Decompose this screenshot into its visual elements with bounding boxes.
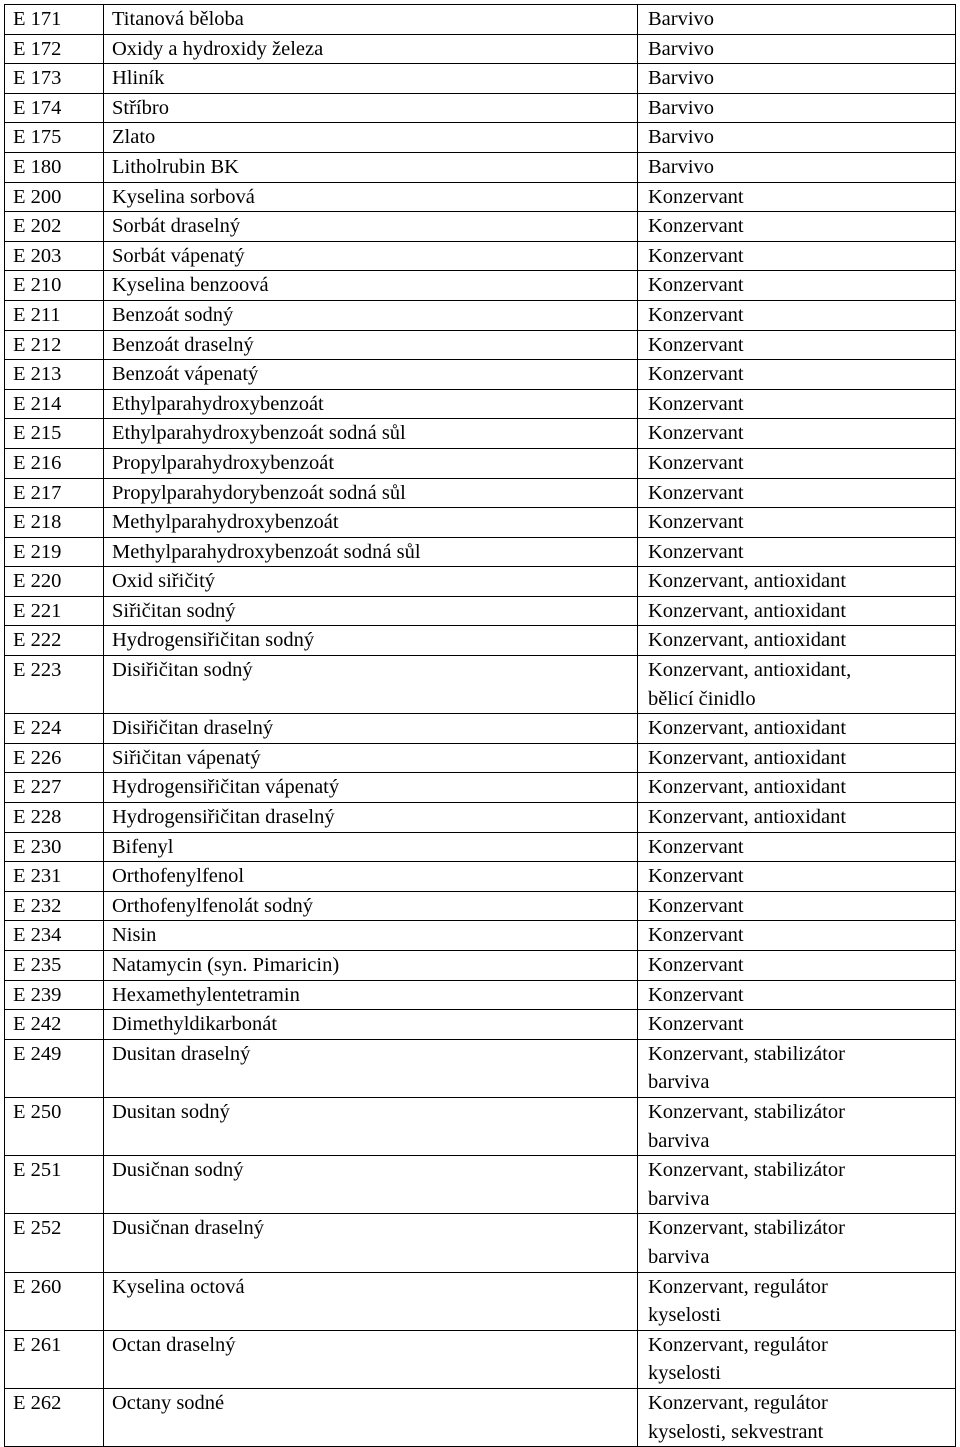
additive-code-cell: E 175 xyxy=(5,123,104,153)
additive-function-cell xyxy=(638,241,956,271)
additive-name-cell: Bifenyl xyxy=(104,832,638,862)
additive-function-cell xyxy=(638,478,956,508)
additive-name-cell: Kyselina octová xyxy=(104,1272,638,1330)
additive-function-cell xyxy=(638,862,956,892)
additive-function-cell xyxy=(638,832,956,862)
additive-name-cell: Siřičitan sodný xyxy=(104,596,638,626)
function-line: Barvivo xyxy=(648,126,715,149)
additive-name-cell: Benzoát sodný xyxy=(104,300,638,330)
function-line: Barvivo xyxy=(648,67,715,90)
additive-function-cell xyxy=(638,773,956,803)
function-line: Konzervant xyxy=(648,392,744,415)
table-row xyxy=(5,271,956,301)
function-line: Konzervant xyxy=(648,244,744,267)
table-row xyxy=(5,419,956,449)
additive-code-cell: E 222 xyxy=(5,626,104,656)
additive-code-cell: E 261 xyxy=(5,1330,104,1388)
additive-code-cell: E 212 xyxy=(5,330,104,360)
additive-code-cell: E 220 xyxy=(5,567,104,597)
table-row xyxy=(5,152,956,182)
function-line: Konzervant xyxy=(648,363,744,386)
function-line-continued: kyselosti xyxy=(648,1362,721,1385)
table-row xyxy=(5,921,956,951)
additive-function-cell xyxy=(638,626,956,656)
additive-function-cell xyxy=(638,714,956,744)
additive-code-cell: E 228 xyxy=(5,803,104,833)
additive-function-cell xyxy=(638,537,956,567)
additive-function-cell xyxy=(638,212,956,242)
table-row xyxy=(5,34,956,64)
additive-name-cell: Oxidy a hydroxidy železa xyxy=(104,34,638,64)
additive-code-cell: E 219 xyxy=(5,537,104,567)
additive-code-cell: E 242 xyxy=(5,1010,104,1040)
function-line: Konzervant xyxy=(648,333,744,356)
additive-name-cell: Stříbro xyxy=(104,93,638,123)
additive-code-cell: E 262 xyxy=(5,1388,104,1446)
function-line: Konzervant, antioxidant xyxy=(648,629,847,652)
additive-code-cell: E 239 xyxy=(5,980,104,1010)
additive-function-cell xyxy=(638,743,956,773)
function-line: Konzervant, antioxidant, xyxy=(648,659,852,682)
table-row xyxy=(5,1010,956,1040)
additive-name-cell: Hexamethylentetramin xyxy=(104,980,638,1010)
additive-code-cell: E 252 xyxy=(5,1214,104,1272)
additive-function-cell xyxy=(638,1156,956,1214)
additive-name-cell: Nisin xyxy=(104,921,638,951)
additive-code-cell: E 171 xyxy=(5,5,104,35)
function-line: Konzervant xyxy=(648,954,744,976)
table-row xyxy=(5,832,956,862)
function-line: Konzervant, stabilizátor xyxy=(648,1042,845,1065)
function-line: Konzervant, antioxidant xyxy=(648,746,847,769)
additive-name-cell: Benzoát vápenatý xyxy=(104,360,638,390)
additive-name-cell: Disiřičitan sodný xyxy=(104,656,638,714)
table-row xyxy=(5,478,956,508)
additive-function-cell xyxy=(638,656,956,714)
table-row xyxy=(5,300,956,330)
additive-function-cell xyxy=(638,1388,956,1446)
additives-table xyxy=(4,4,956,1447)
additive-name-cell: Methylparahydroxybenzoát sodná sůl xyxy=(104,537,638,567)
function-line-continued: barviva xyxy=(648,1071,710,1094)
function-line: Konzervant xyxy=(648,481,744,504)
function-line: Konzervant, antioxidant xyxy=(648,599,847,622)
additive-function-cell xyxy=(638,891,956,921)
additive-name-cell: Hliník xyxy=(104,64,638,94)
table-row xyxy=(5,508,956,538)
additive-name-cell: Methylparahydroxybenzoát xyxy=(104,508,638,538)
table-row xyxy=(5,1388,956,1446)
additive-name-cell: Propylparahydroxybenzoát xyxy=(104,448,638,478)
additive-code-cell: E 216 xyxy=(5,448,104,478)
additive-function-cell xyxy=(638,1214,956,1272)
additive-function-cell xyxy=(638,508,956,538)
function-line: Konzervant, antioxidant xyxy=(648,776,847,799)
additive-code-cell: E 218 xyxy=(5,508,104,538)
additive-name-cell: Octan draselný xyxy=(104,1330,638,1388)
additive-code-cell: E 235 xyxy=(5,951,104,981)
table-row xyxy=(5,1214,956,1272)
additive-name-cell: Dusičnan sodný xyxy=(104,1156,638,1214)
additive-function-cell xyxy=(638,448,956,478)
additive-code-cell: E 172 xyxy=(5,34,104,64)
function-line: Konzervant, antioxidant xyxy=(648,717,847,740)
additive-name-cell: Kyselina sorbová xyxy=(104,182,638,212)
function-line: Barvivo xyxy=(648,8,715,30)
function-line: Barvivo xyxy=(648,37,715,60)
additive-name-cell: Ethylparahydroxybenzoát xyxy=(104,389,638,419)
table-row xyxy=(5,891,956,921)
additive-name-cell: Octany sodné xyxy=(104,1388,638,1446)
additive-function-cell xyxy=(638,921,956,951)
function-line-continued: kyselosti, sekvestrant xyxy=(648,1420,824,1443)
table-row xyxy=(5,1039,956,1097)
additive-name-cell: Natamycin (syn. Pimaricin) xyxy=(104,951,638,981)
additive-name-cell: Propylparahydorybenzoát sodná sůl xyxy=(104,478,638,508)
table-row xyxy=(5,1097,956,1155)
additive-function-cell xyxy=(638,389,956,419)
table-row xyxy=(5,1272,956,1330)
table-row xyxy=(5,567,956,597)
additive-function-cell xyxy=(638,1097,956,1155)
additive-function-cell xyxy=(638,64,956,94)
table-row xyxy=(5,241,956,271)
additive-name-cell: Hydrogensiřičitan vápenatý xyxy=(104,773,638,803)
additive-name-cell: Kyselina benzoová xyxy=(104,271,638,301)
additive-code-cell: E 221 xyxy=(5,596,104,626)
additive-code-cell: E 223 xyxy=(5,656,104,714)
function-line: Konzervant, stabilizátor xyxy=(648,1100,845,1123)
table-row xyxy=(5,389,956,419)
additive-name-cell: Zlato xyxy=(104,123,638,153)
function-line: Konzervant xyxy=(648,1013,744,1036)
additive-name-cell: Sorbát vápenatý xyxy=(104,241,638,271)
additive-function-cell xyxy=(638,182,956,212)
table-row xyxy=(5,360,956,390)
function-line: Barvivo xyxy=(648,96,715,119)
additive-name-cell: Dusitan draselný xyxy=(104,1039,638,1097)
additives-table-body xyxy=(5,5,956,1447)
table-row xyxy=(5,626,956,656)
additive-code-cell: E 210 xyxy=(5,271,104,301)
additive-name-cell: Sorbát draselný xyxy=(104,212,638,242)
additive-function-cell xyxy=(638,1039,956,1097)
additive-code-cell: E 203 xyxy=(5,241,104,271)
additive-name-cell: Titanová běloba xyxy=(104,5,638,35)
table-row xyxy=(5,1156,956,1214)
function-line: Konzervant xyxy=(648,835,744,858)
function-line-continued: barviva xyxy=(648,1129,710,1152)
table-row xyxy=(5,330,956,360)
additive-code-cell: E 226 xyxy=(5,743,104,773)
additive-name-cell: Dusičnan draselný xyxy=(104,1214,638,1272)
additive-function-cell xyxy=(638,5,956,35)
function-line: Konzervant, regulátor xyxy=(648,1275,828,1298)
additive-function-cell xyxy=(638,1272,956,1330)
table-row xyxy=(5,803,956,833)
additive-code-cell: E 234 xyxy=(5,921,104,951)
additive-code-cell: E 180 xyxy=(5,152,104,182)
additive-function-cell xyxy=(638,980,956,1010)
function-line: Konzervant, stabilizátor xyxy=(648,1159,845,1182)
table-row xyxy=(5,862,956,892)
additive-name-cell: Hydrogensiřičitan sodný xyxy=(104,626,638,656)
additive-code-cell: E 230 xyxy=(5,832,104,862)
additive-function-cell xyxy=(638,567,956,597)
table-row xyxy=(5,951,956,981)
additive-function-cell xyxy=(638,34,956,64)
additive-function-cell xyxy=(638,951,956,981)
function-line: Konzervant xyxy=(648,865,744,888)
function-line: Konzervant xyxy=(648,451,744,474)
additive-code-cell: E 260 xyxy=(5,1272,104,1330)
table-row xyxy=(5,64,956,94)
additive-code-cell: E 250 xyxy=(5,1097,104,1155)
additive-name-cell: Dimethyldikarbonát xyxy=(104,1010,638,1040)
additive-function-cell xyxy=(638,360,956,390)
function-line: Konzervant xyxy=(648,511,744,534)
additive-code-cell: E 251 xyxy=(5,1156,104,1214)
table-row xyxy=(5,1330,956,1388)
additive-code-cell: E 211 xyxy=(5,300,104,330)
additive-code-cell: E 213 xyxy=(5,360,104,390)
additive-name-cell: Orthofenylfenol xyxy=(104,862,638,892)
table-row xyxy=(5,123,956,153)
additive-code-cell: E 214 xyxy=(5,389,104,419)
additive-code-cell: E 249 xyxy=(5,1039,104,1097)
additive-function-cell xyxy=(638,1010,956,1040)
function-line: Konzervant xyxy=(648,894,744,917)
function-line: Konzervant xyxy=(648,540,744,563)
additive-code-cell: E 173 xyxy=(5,64,104,94)
additive-function-cell xyxy=(638,803,956,833)
function-line: Konzervant xyxy=(648,422,744,445)
additive-code-cell: E 174 xyxy=(5,93,104,123)
table-row xyxy=(5,537,956,567)
additive-code-cell: E 215 xyxy=(5,419,104,449)
additive-name-cell: Benzoát draselný xyxy=(104,330,638,360)
table-row xyxy=(5,182,956,212)
function-line-continued: kyselosti xyxy=(648,1304,721,1327)
additive-code-cell: E 202 xyxy=(5,212,104,242)
function-line-continued: bělicí činidlo xyxy=(648,687,756,710)
additive-name-cell: Litholrubin BK xyxy=(104,152,638,182)
additive-name-cell: Oxid siřičitý xyxy=(104,567,638,597)
table-row xyxy=(5,714,956,744)
additive-name-cell: Disiřičitan draselný xyxy=(104,714,638,744)
table-row xyxy=(5,93,956,123)
table-row xyxy=(5,743,956,773)
function-line: Barvivo xyxy=(648,155,715,178)
additive-code-cell: E 227 xyxy=(5,773,104,803)
table-row xyxy=(5,212,956,242)
additive-function-cell xyxy=(638,123,956,153)
additive-function-cell xyxy=(638,330,956,360)
additive-function-cell xyxy=(638,1330,956,1388)
function-line-continued: barviva xyxy=(648,1245,710,1268)
function-line: Konzervant, antioxidant xyxy=(648,806,847,829)
function-line: Konzervant xyxy=(648,215,744,238)
additive-name-cell: Siřičitan vápenatý xyxy=(104,743,638,773)
additive-name-cell: Hydrogensiřičitan draselný xyxy=(104,803,638,833)
function-line: Konzervant xyxy=(648,274,744,297)
table-row xyxy=(5,980,956,1010)
additive-name-cell: Orthofenylfenolát sodný xyxy=(104,891,638,921)
function-line: Konzervant, antioxidant xyxy=(648,570,847,593)
function-line: Konzervant xyxy=(648,185,744,208)
additive-function-cell xyxy=(638,596,956,626)
additive-code-cell: E 200 xyxy=(5,182,104,212)
function-line: Konzervant xyxy=(648,303,744,326)
function-line: Konzervant, regulátor xyxy=(648,1333,828,1356)
additive-function-cell xyxy=(638,300,956,330)
table-row xyxy=(5,596,956,626)
additive-function-cell xyxy=(638,271,956,301)
additive-name-cell: Dusitan sodný xyxy=(104,1097,638,1155)
table-row xyxy=(5,448,956,478)
function-line-continued: barviva xyxy=(648,1187,710,1210)
additive-code-cell: E 224 xyxy=(5,714,104,744)
additive-function-cell xyxy=(638,152,956,182)
function-line: Konzervant, stabilizátor xyxy=(648,1217,845,1240)
additive-code-cell: E 217 xyxy=(5,478,104,508)
additive-function-cell xyxy=(638,419,956,449)
function-line: Konzervant xyxy=(648,924,744,947)
additive-code-cell: E 231 xyxy=(5,862,104,892)
additive-function-cell xyxy=(638,93,956,123)
table-row xyxy=(5,656,956,714)
additive-name-cell: Ethylparahydroxybenzoát sodná sůl xyxy=(104,419,638,449)
function-line: Konzervant xyxy=(648,983,744,1006)
additive-code-cell: E 232 xyxy=(5,891,104,921)
table-row xyxy=(5,773,956,803)
function-line: Konzervant, regulátor xyxy=(648,1391,828,1414)
table-row xyxy=(5,5,956,35)
